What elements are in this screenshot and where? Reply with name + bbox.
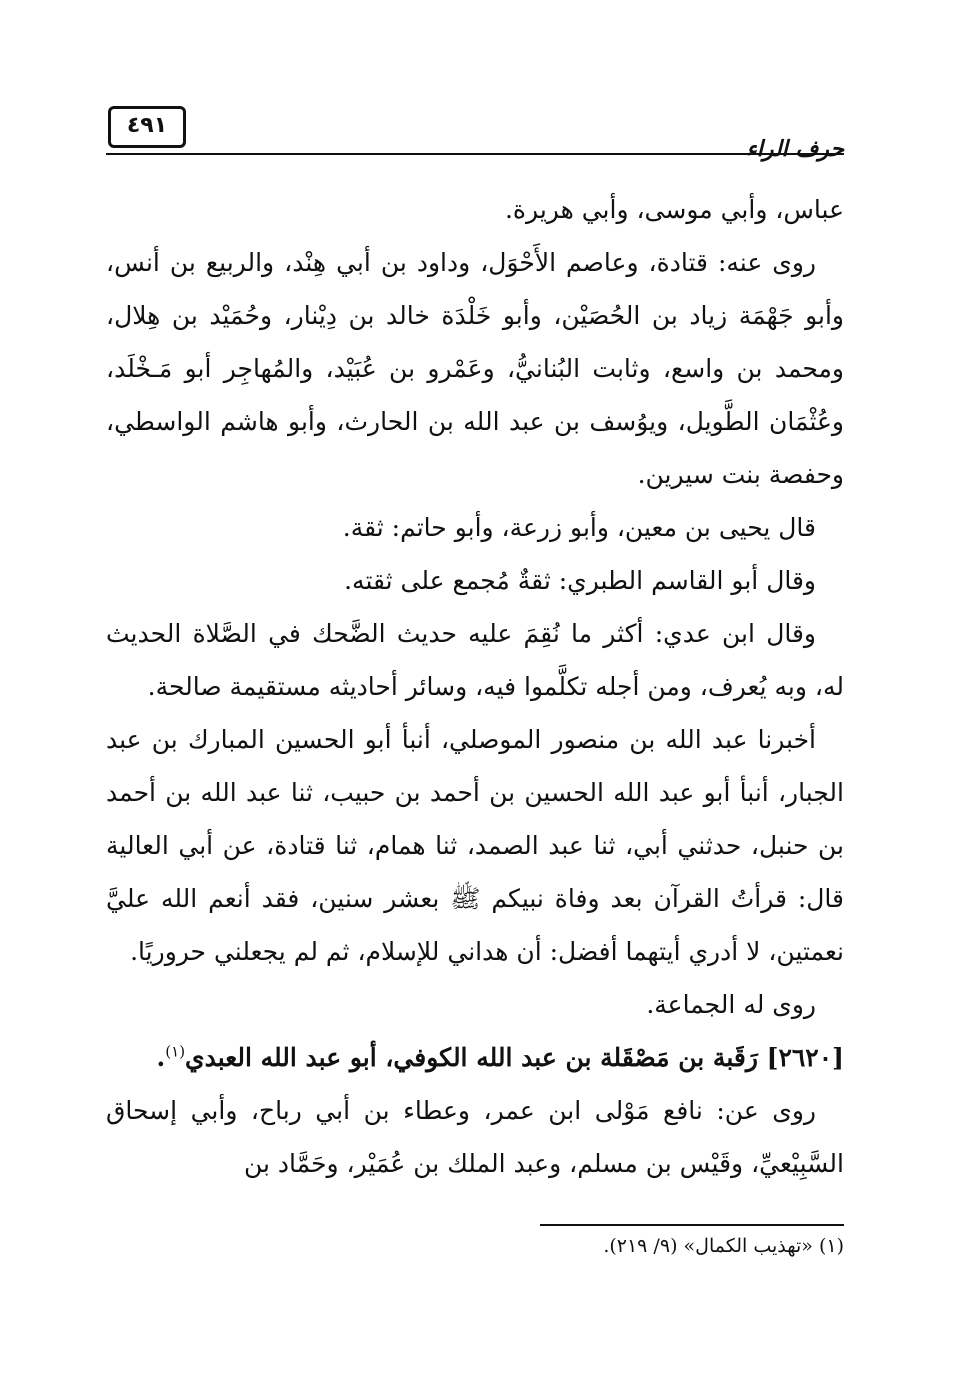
entry-heading — [106, 1031, 844, 1084]
footnote-reference: (١) — [165, 1042, 186, 1061]
page-number-box — [108, 106, 186, 148]
entry-heading-end: . — [156, 1043, 166, 1072]
footnote-rule — [540, 1224, 844, 1226]
paragraph-4: وقال أبو القاسم الطبري: ثقةٌ مُجمع على ثقته. — [344, 566, 816, 595]
footnote: (١) «تهذيب الكمال» (٩/ ٢١٩). — [603, 1235, 844, 1257]
running-header-title: حرف الراء — [746, 136, 844, 162]
paragraph-3: قال يحيى بن معين، وأبو زرعة، وأبو حاتم: ثقة. — [342, 513, 816, 542]
paragraph-7: روى له الجماعة. — [646, 990, 816, 1019]
paragraph-6: أخبرنا عبد الله بن منصور الموصلي، أنبأ أبو الحسين المبارك بن عبد الجبار، أنبأ أبو عبد الله الحسين بن أحمد بن حبيب، ثنا عبد الله بن أحمد بن حنبل، حدثني أبي، ثنا عبد الصمد، ثنا همام، ثنا قتادة، عن أبي العالية قال: قرأتُ القرآن بعد وفاة نبيكم ﷺ بعشر سنين، فقد أنعم الله عليَّ نعمتين، لا أدري أيتهما أفضل: أن هداني للإسلام، ثم لم يجعلني حروريًا. — [106, 725, 844, 966]
paragraph-5: وقال ابن عدي: أكثر ما نُقِمَ عليه حديث الضَّحك في الصَّلاة الحديث له، وبه يُعرف، ومن أجله تكلَّموا فيه، وسائر أحاديثه مستقيمة صالحة. — [106, 619, 844, 701]
paragraph-8: روى عن: نافع مَوْلى ابن عمر، وعطاء بن أبي رباح، وأبي إسحاق السَّبِيْعيِّ، وقَيْس بن مسلم، وعبد الملك بن عُمَيْر، وحَمَّاد بن — [106, 1096, 844, 1178]
entry-heading-text: [٢٦٢٠] رَقَبة بن مَصْقَلة بن عبد الله الكوفي، أبو عبد الله العبدي — [185, 1043, 844, 1072]
page-number: ٤٩١ — [126, 113, 168, 138]
header-rule — [106, 153, 844, 155]
body-text — [106, 183, 844, 1190]
paragraph-1: عباس، وأبي موسى، وأبي هريرة. — [504, 195, 844, 224]
paragraph-2: روى عنه: قتادة، وعاصم الأَحْوَل، وداود بن أبي هِنْد، والربيع بن أنس، وأبو جَهْمَة زياد بن الحُصَيْن، وأبو خَلْدَة خالد بن دِيْنار، وحُمَيْد بن هِلال، ومحمد بن واسع، وثابت البُنانيُّ، وعَمْرو بن عُبَيْد، والمُهاجِر أبو مَـخْلَد، وعُثْمَان الطَّويل، ويوُسف بن عبد الله بن الحارث، وأبو هاشم الواسطي، وحفصة بنت سيرين. — [106, 248, 844, 489]
